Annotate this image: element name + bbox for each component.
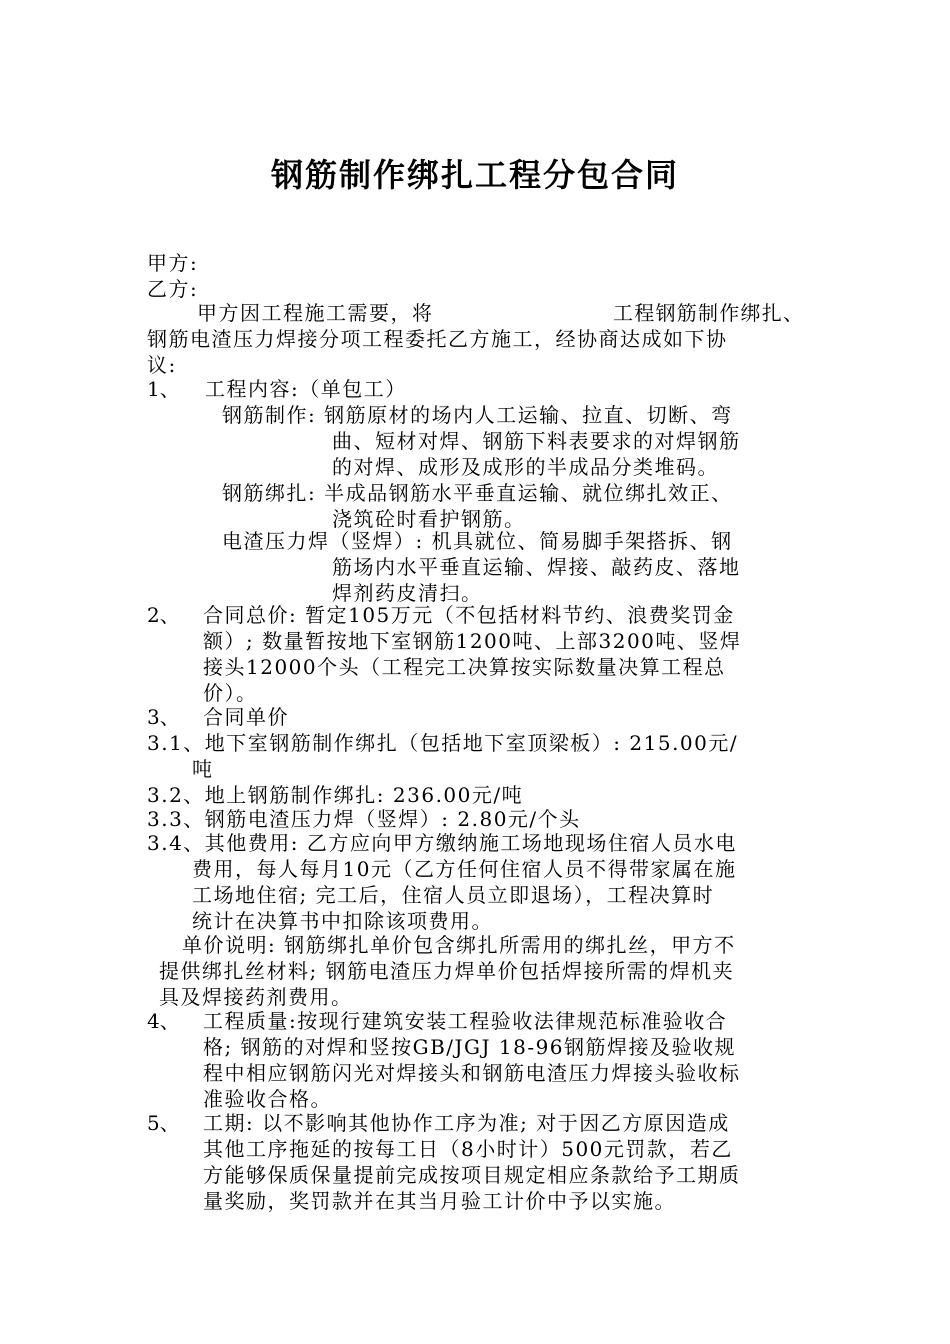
- unit-price-note-line: 具及焊接药剂费用。: [159, 985, 353, 1009]
- party-b-label: 乙方:: [147, 277, 199, 301]
- document-title: 钢筋制作绑扎工程分包合同: [270, 156, 679, 194]
- esw-line: 焊剂药皮清扫。: [332, 581, 483, 605]
- section-5-line: 工期: 以不影响其他协作工序为准; 对于因乙方原因造成: [203, 1111, 730, 1135]
- rebar-tie-line: 浇筑砼时看护钢筋。: [332, 507, 526, 531]
- section-5-number: 5、: [147, 1111, 180, 1135]
- section-5-line: 其他工序拖延的按每工日（8小时计）500元罚款，若乙: [203, 1137, 733, 1161]
- item-3-2: 3.2、地上钢筋制作绑扎: 236.00元/吨: [147, 783, 524, 807]
- esw-line: 电渣压力焊（竖焊）: 机具就位、简易脚手架搭拆、钢: [222, 529, 733, 553]
- item-3-1-line: 3.1、地下室钢筋制作绑扎（包括地下室顶梁板）: 215.00元/: [147, 731, 739, 755]
- party-a-label: 甲方:: [147, 251, 199, 275]
- section-4-line: 准验收合格。: [203, 1087, 332, 1111]
- section-1-heading: 工程内容:（单包工）: [205, 377, 407, 401]
- section-2-number: 2、: [147, 603, 180, 627]
- section-2-line: 价）。: [203, 681, 258, 705]
- section-5-line: 方能够保质保量提前完成按项目规定相应条款给予工期质: [203, 1163, 741, 1187]
- rebar-make-line: 的对焊、成形及成形的半成品分类堆码。: [332, 455, 719, 479]
- item-3-4-line: 统计在决算书中扣除该项费用。: [192, 909, 493, 933]
- rebar-make-line: 曲、短材对焊、钢筋下料表要求的对焊钢筋: [332, 429, 741, 453]
- item-3-1-line: 吨: [192, 757, 214, 781]
- section-2-line: 额）; 数量暂按地下室钢筋1200吨、上部3200吨、竖焊: [203, 629, 742, 653]
- section-4-line: 程中相应钢筋闪光对焊接头和钢筋电渣压力焊接头验收标: [203, 1061, 741, 1085]
- section-4-number: 4、: [147, 1009, 180, 1033]
- section-1-number: 1、: [147, 377, 180, 401]
- unit-price-note-line: 单价说明: 钢筋绑扎单价包含绑扎所需用的绑扎丝，甲方不: [182, 933, 736, 957]
- section-5-line: 量奖励，奖罚款并在其当月验工计价中予以实施。: [203, 1189, 676, 1213]
- item-3-4-line: 费用，每人每月10元（乙方任何住宿人员不得带家属在施: [192, 857, 737, 881]
- item-3-3: 3.3、钢筋电渣压力焊（竖焊）: 2.80元/个头: [147, 807, 581, 831]
- esw-line: 筋场内水平垂直运输、焊接、敲药皮、落地: [332, 555, 741, 579]
- intro-line: 甲方因工程施工需要，将: [197, 301, 434, 325]
- section-4-line: 格; 钢筋的对焊和竖按GB/JGJ 18-96钢筋焊接及验收规: [203, 1035, 737, 1059]
- rebar-make-line: 钢筋制作: 钢筋原材的场内人工运输、拉直、切断、弯: [222, 403, 733, 427]
- section-3-heading: 合同单价: [203, 705, 289, 729]
- section-2-line: 接头12000个头（工程完工决算按实际数量决算工程总: [203, 655, 726, 679]
- intro-line: 钢筋电渣压力焊接分项工程委托乙方施工，经协商达成如下协: [147, 327, 728, 351]
- rebar-tie-line: 钢筋绑扎: 半成品钢筋水平垂直运输、就位绑扎效正、: [222, 481, 733, 505]
- intro-line: 议:: [147, 353, 177, 377]
- intro-line: 工程钢筋制作绑扎、: [613, 301, 805, 325]
- unit-price-note-line: 提供绑扎丝材料; 钢筋电渣压力焊单价包括焊接所需的焊机夹: [159, 959, 735, 983]
- item-3-4-line: 工场地住宿; 完工后，住宿人员立即退场），工程决算时: [192, 883, 715, 907]
- section-2-line: 合同总价: 暂定105万元（不包括材料节约、浪费奖罚金: [203, 603, 735, 627]
- item-3-4-line: 3.4、其他费用: 乙方应向甲方缴纳施工场地现场住宿人员水电: [147, 831, 737, 855]
- section-3-number: 3、: [147, 705, 180, 729]
- section-4-line: 工程质量:按现行建筑安装工程验收法律规范标准验收合: [203, 1009, 728, 1033]
